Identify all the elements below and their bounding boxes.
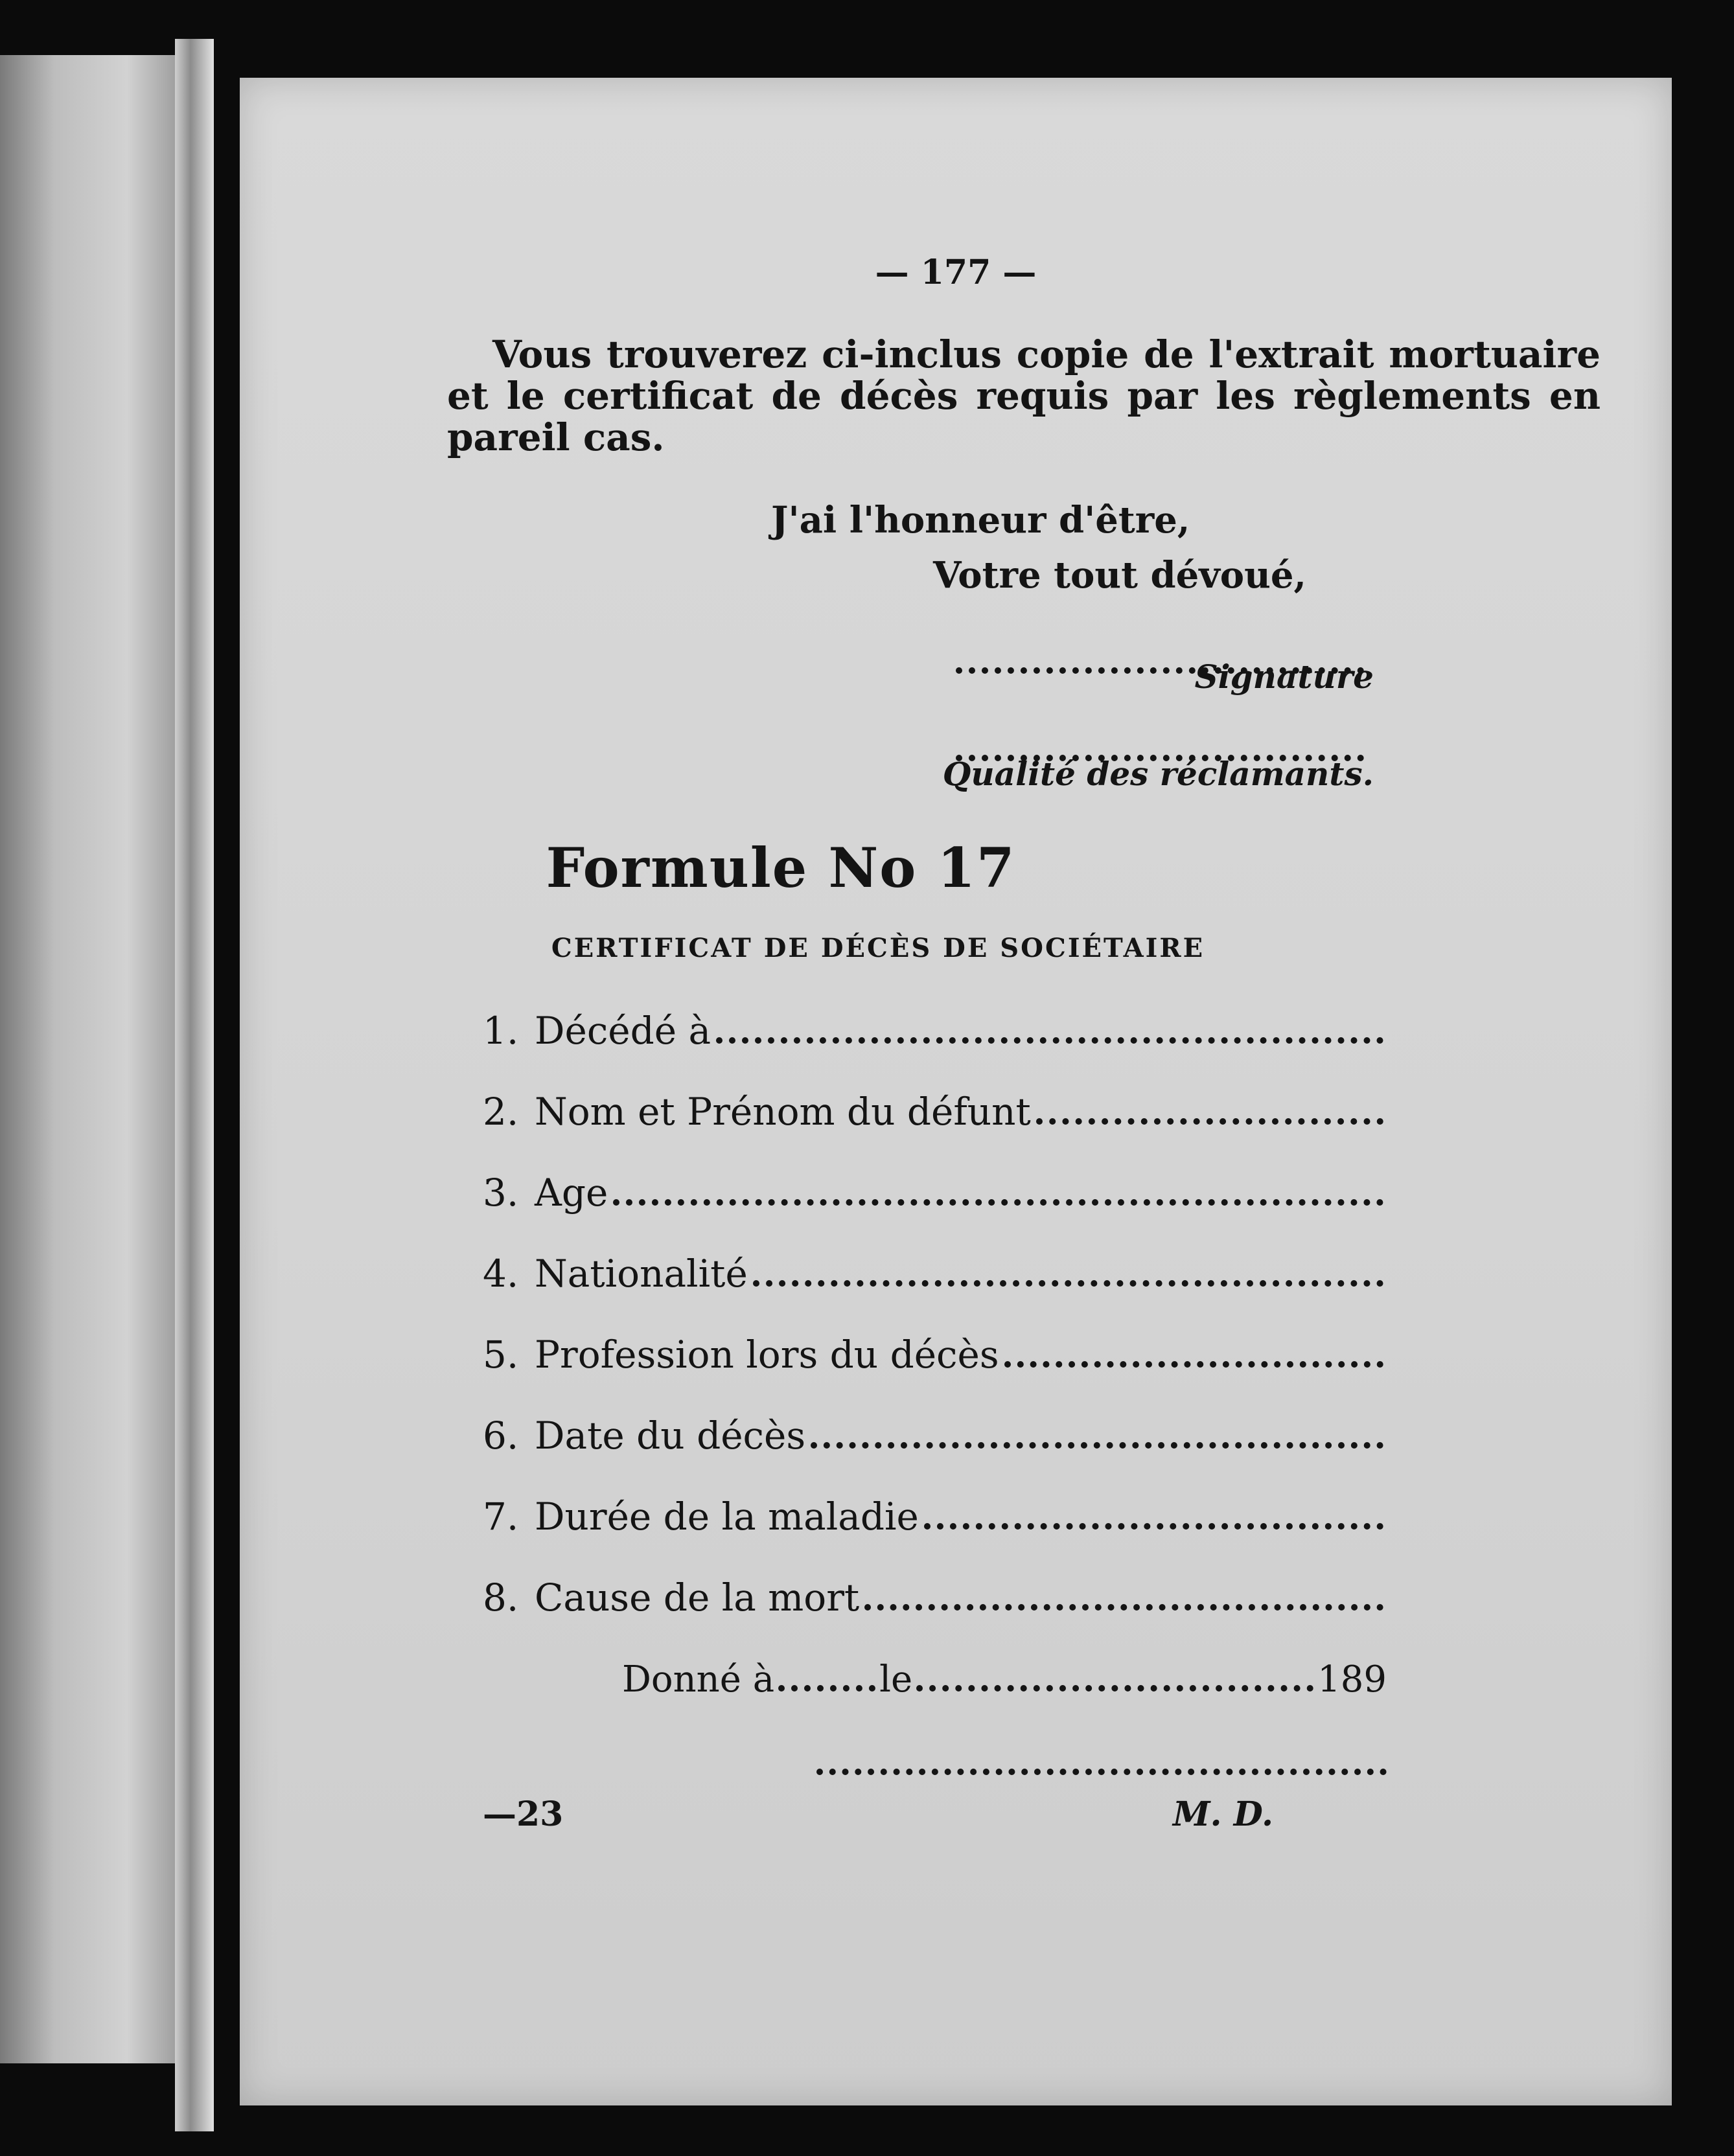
fill-in-blank xyxy=(716,1031,1383,1044)
closing-line-1: J'ai l'honneur d'être, xyxy=(771,499,1190,542)
form-subtitle: CERTIFICAT DE DÉCÈS DE SOCIÉTAIRE xyxy=(551,933,1205,963)
given-at-label: Donné à xyxy=(622,1658,775,1701)
field-label: Date du décès xyxy=(535,1414,806,1458)
field-number: 4. xyxy=(483,1252,519,1296)
fill-in-blank xyxy=(916,1679,1313,1692)
given-year: 189 xyxy=(1317,1658,1387,1701)
book-gutter xyxy=(175,39,214,2131)
field-label: Age xyxy=(535,1171,608,1215)
md-caption: M. D. xyxy=(1173,1795,1274,1834)
form-field-age xyxy=(483,1163,1383,1215)
fill-in-blank xyxy=(1036,1112,1383,1125)
field-label: Durée de la maladie xyxy=(535,1495,919,1539)
form-field-date-deces xyxy=(483,1406,1383,1458)
closing-line-2: Votre tout dévoué, xyxy=(933,554,1306,597)
document-page xyxy=(240,78,1672,2105)
form-field-profession xyxy=(483,1325,1383,1377)
form-field-nationalite xyxy=(483,1244,1383,1296)
fill-in-blank xyxy=(811,1436,1383,1449)
form-field-nom-prenom xyxy=(483,1082,1383,1134)
field-number: 8. xyxy=(483,1576,519,1620)
field-number: 1. xyxy=(483,1009,519,1053)
field-label: Profession lors du décès xyxy=(535,1333,999,1377)
fill-in-blank xyxy=(924,1517,1383,1530)
signature-caption: Signature xyxy=(1194,658,1374,696)
facing-page-edge xyxy=(0,55,181,2063)
given-at-line xyxy=(622,1658,1387,1701)
sheet-mark: —23 xyxy=(483,1795,564,1834)
fill-in-blank xyxy=(864,1598,1383,1611)
given-le-label: le xyxy=(879,1658,913,1701)
fill-in-blank xyxy=(778,1679,875,1692)
field-number: 2. xyxy=(483,1090,519,1134)
form-field-decede-a xyxy=(483,1001,1383,1053)
doctor-signature-blank xyxy=(816,1743,1387,1775)
field-number: 5. xyxy=(483,1333,519,1377)
field-label: Décédé à xyxy=(535,1009,711,1053)
field-label: Nom et Prénom du défunt xyxy=(535,1090,1031,1134)
form-field-duree-maladie xyxy=(483,1487,1383,1539)
fill-in-blank xyxy=(613,1193,1383,1206)
intro-paragraph: Vous trouverez ci-inclus copie de l'extrait mortuaire et le certificat de décès requis par les règlements en pareil cas. xyxy=(447,332,1601,459)
fill-in-blank xyxy=(1004,1355,1383,1368)
page-number: — 177 — xyxy=(875,253,1037,292)
field-number: 6. xyxy=(483,1414,519,1458)
field-label: Cause de la mort xyxy=(535,1576,860,1620)
form-field-cause-mort xyxy=(483,1568,1383,1620)
fill-in-blank xyxy=(753,1274,1383,1287)
form-title: Formule No 17 xyxy=(546,836,1016,900)
field-label: Nationalité xyxy=(535,1252,748,1296)
field-number: 7. xyxy=(483,1495,519,1539)
field-number: 3. xyxy=(483,1171,519,1215)
qualite-caption: Qualité des réclamants. xyxy=(942,755,1374,793)
